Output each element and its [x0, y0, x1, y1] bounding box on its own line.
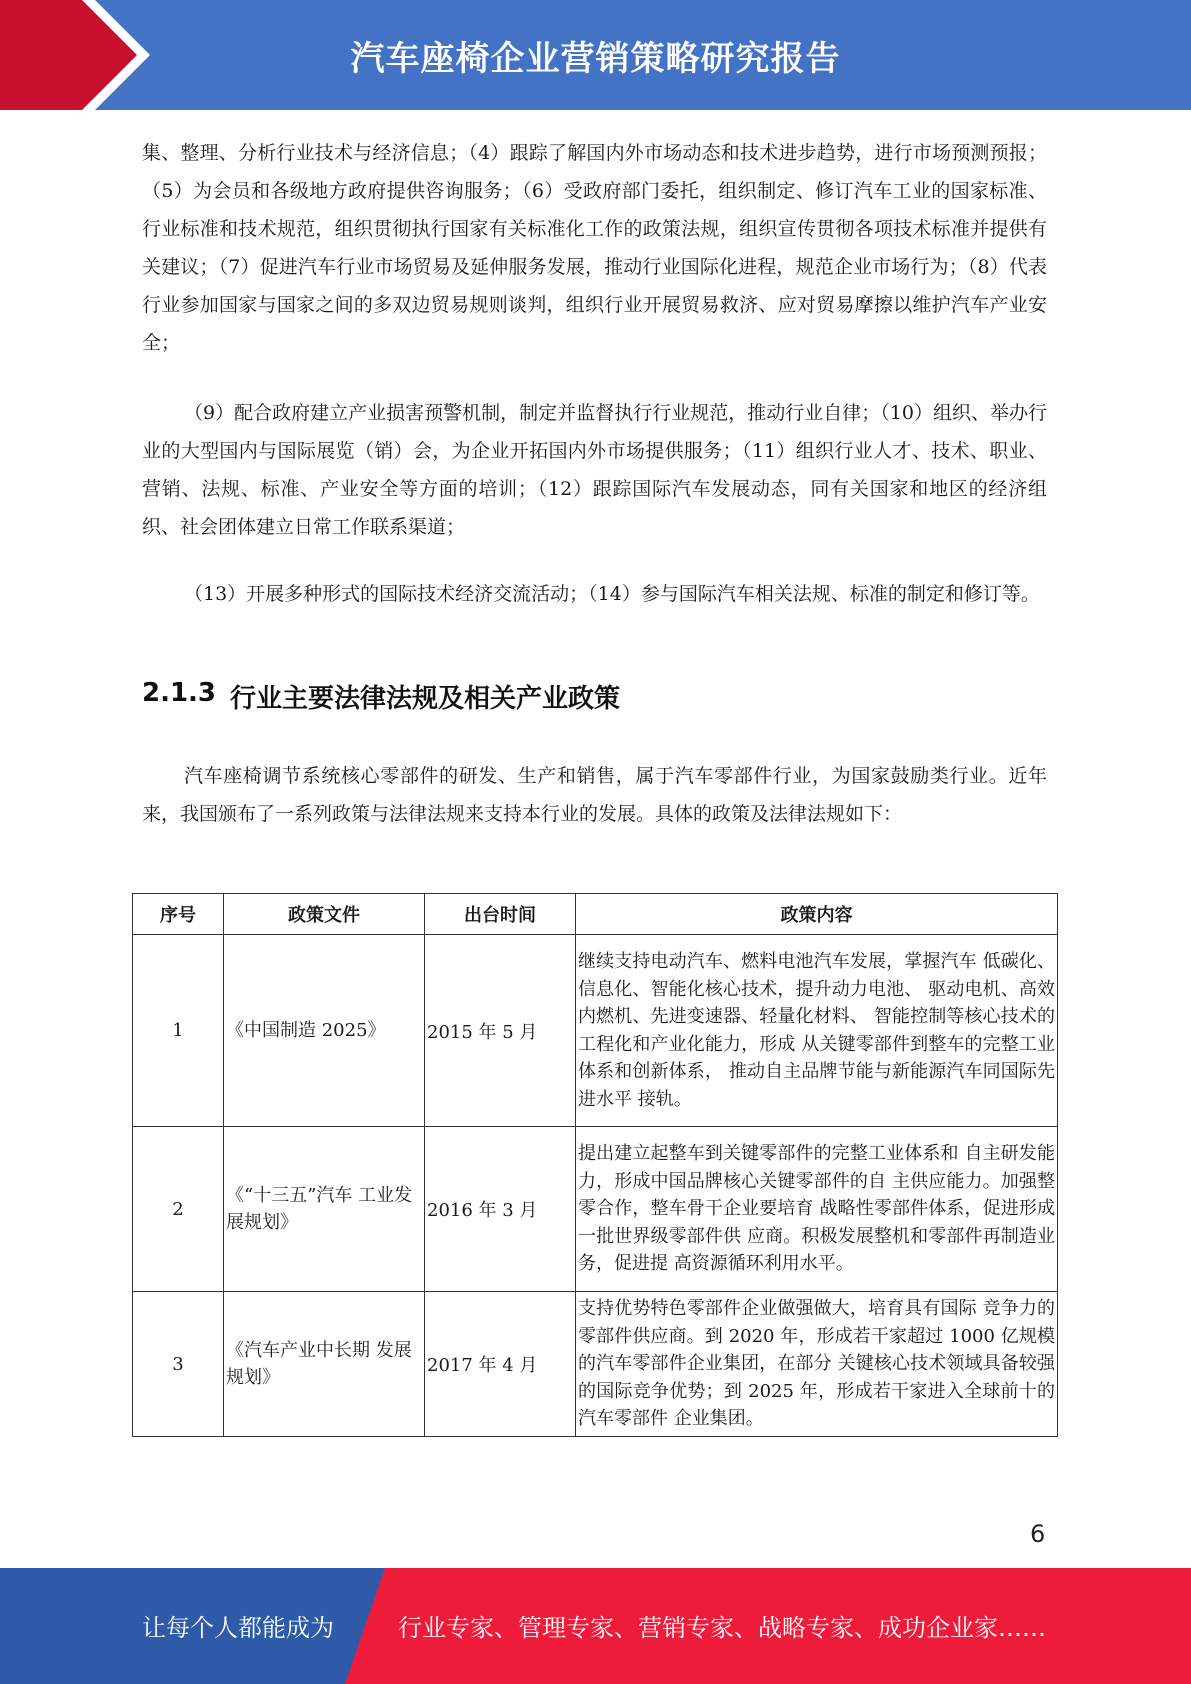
table-row [133, 1292, 1058, 1437]
footer-slogan-right: 行业专家、管理专家、营销专家、战略专家、成功企业家…… [398, 1614, 1046, 1642]
cell-doc: 《汽车产业中长期 发展规划》 [224, 1292, 425, 1437]
table-row [133, 1127, 1058, 1292]
cell-doc: 《“十三五”汽车 工业发展规划》 [224, 1127, 425, 1292]
cell-no: 1 [133, 935, 224, 1127]
paragraph-functions-3: （13）开展多种形式的国际技术经济交流活动；（14）参与国际汽车相关法规、标准的制定和修订等。 [184, 583, 1040, 605]
cell-date: 2016 年 3 月 [425, 1127, 576, 1292]
header-doc: 政策文件 [224, 894, 425, 935]
page-number: 6 [1030, 1520, 1046, 1548]
paragraph-intro: 汽车座椅调节系统核心零部件的研发、生产和销售，属于汽车零部件行业，为国家鼓励类行业。近年来，我国颁布了一系列政策与法律法规来支持本行业的发展。具体的政策及法律法规如下： [142, 765, 1047, 825]
section-number: 2.1.3 [142, 678, 217, 708]
cell-no: 3 [133, 1292, 224, 1437]
report-title: 汽车座椅企业营销策略研究报告 [350, 38, 841, 79]
cell-date: 2017 年 4 月 [425, 1292, 576, 1437]
footer-slogan-left: 让每个人都能成为 [142, 1614, 334, 1642]
header-no: 序号 [133, 894, 224, 935]
cell-content: 提出建立起整车到关键零部件的完整工业体系和 自主研发能力，形成中国品牌核心关键零部件的自 主供应能力。加强整零合作，整车骨干企业要培育 战略性零部件体系，促进形成一批世界级零部件供 应商。积极发展整机和零部件再制造业务，促进提 高资源循环利用水平。 [576, 1127, 1058, 1292]
cell-doc: 《中国制造 2025》 [224, 935, 425, 1127]
table-header-row [133, 894, 1058, 935]
cell-content: 支持优势特色零部件企业做强做大，培育具有国际 竞争力的零部件供应商。到 2020 年，形成若干家超过 1000 亿规模的汽车零部件企业集团，在部分 关键核心技术领域具备较强的国际竞争优势；到 2025 年，形成若干家进入全球前十的汽车零部件 企业集团。 [576, 1292, 1058, 1437]
section-heading [142, 678, 620, 715]
paragraph-functions-1: 集、整理、分析行业技术与经济信息；（4）跟踪了解国内外市场动态和技术进步趋势，进行市场预测预报；（5）为会员和各级地方政府提供咨询服务；（6）受政府部门委托，组织制定、修订汽车工业的国家标准、行业标准和技术规范，组织贯彻执行国家有关标准化工作的政策法规，组织宣传贯彻各项技术标准并提供有关建议；（7）促进汽车行业市场贸易及延伸服务发展，推动行业国际化进程，规范企业市场行为；（8）代表行业参加国家与国家之间的多双边贸易规则谈判，组织行业开展贸易救济、应对贸易摩擦以维护汽车产业安全； [142, 142, 1047, 354]
cell-date: 2015 年 5 月 [425, 935, 576, 1127]
paragraph-functions-2: （9）配合政府建立产业损害预警机制，制定并监督执行行业规范，推动行业自律；（10）组织、举办行业的大型国内与国际展览（销）会，为企业开拓国内外市场提供服务；（11）组织行业人才、技术、职业、营销、法规、标准、产业安全等方面的培训；（12）跟踪国际汽车发展动态，同有关国家和地区的经济组织、社会团体建立日常工作联系渠道； [142, 402, 1047, 538]
header-arrow-decoration [0, 0, 150, 110]
cell-content: 继续支持电动汽车、燃料电池汽车发展，掌握汽车 低碳化、信息化、智能化核心技术，提升动力电池、 驱动电机、高效内燃机、先进变速器、轻量化材料、 智能控制等核心技术的工程化和产业化能力，形成 从关键零部件到整车的完整工业体系和创新体系， 推动自主品牌节能与新能源汽车同国际先进水平 接轨。 [576, 935, 1058, 1127]
section-title: 行业主要法律法规及相关产业政策 [230, 684, 621, 714]
cell-no: 2 [133, 1127, 224, 1292]
policy-table [132, 893, 1058, 1437]
table-row [133, 935, 1058, 1127]
header-band [0, 0, 1191, 110]
header-date: 出台时间 [425, 894, 576, 935]
header-content: 政策内容 [576, 894, 1058, 935]
